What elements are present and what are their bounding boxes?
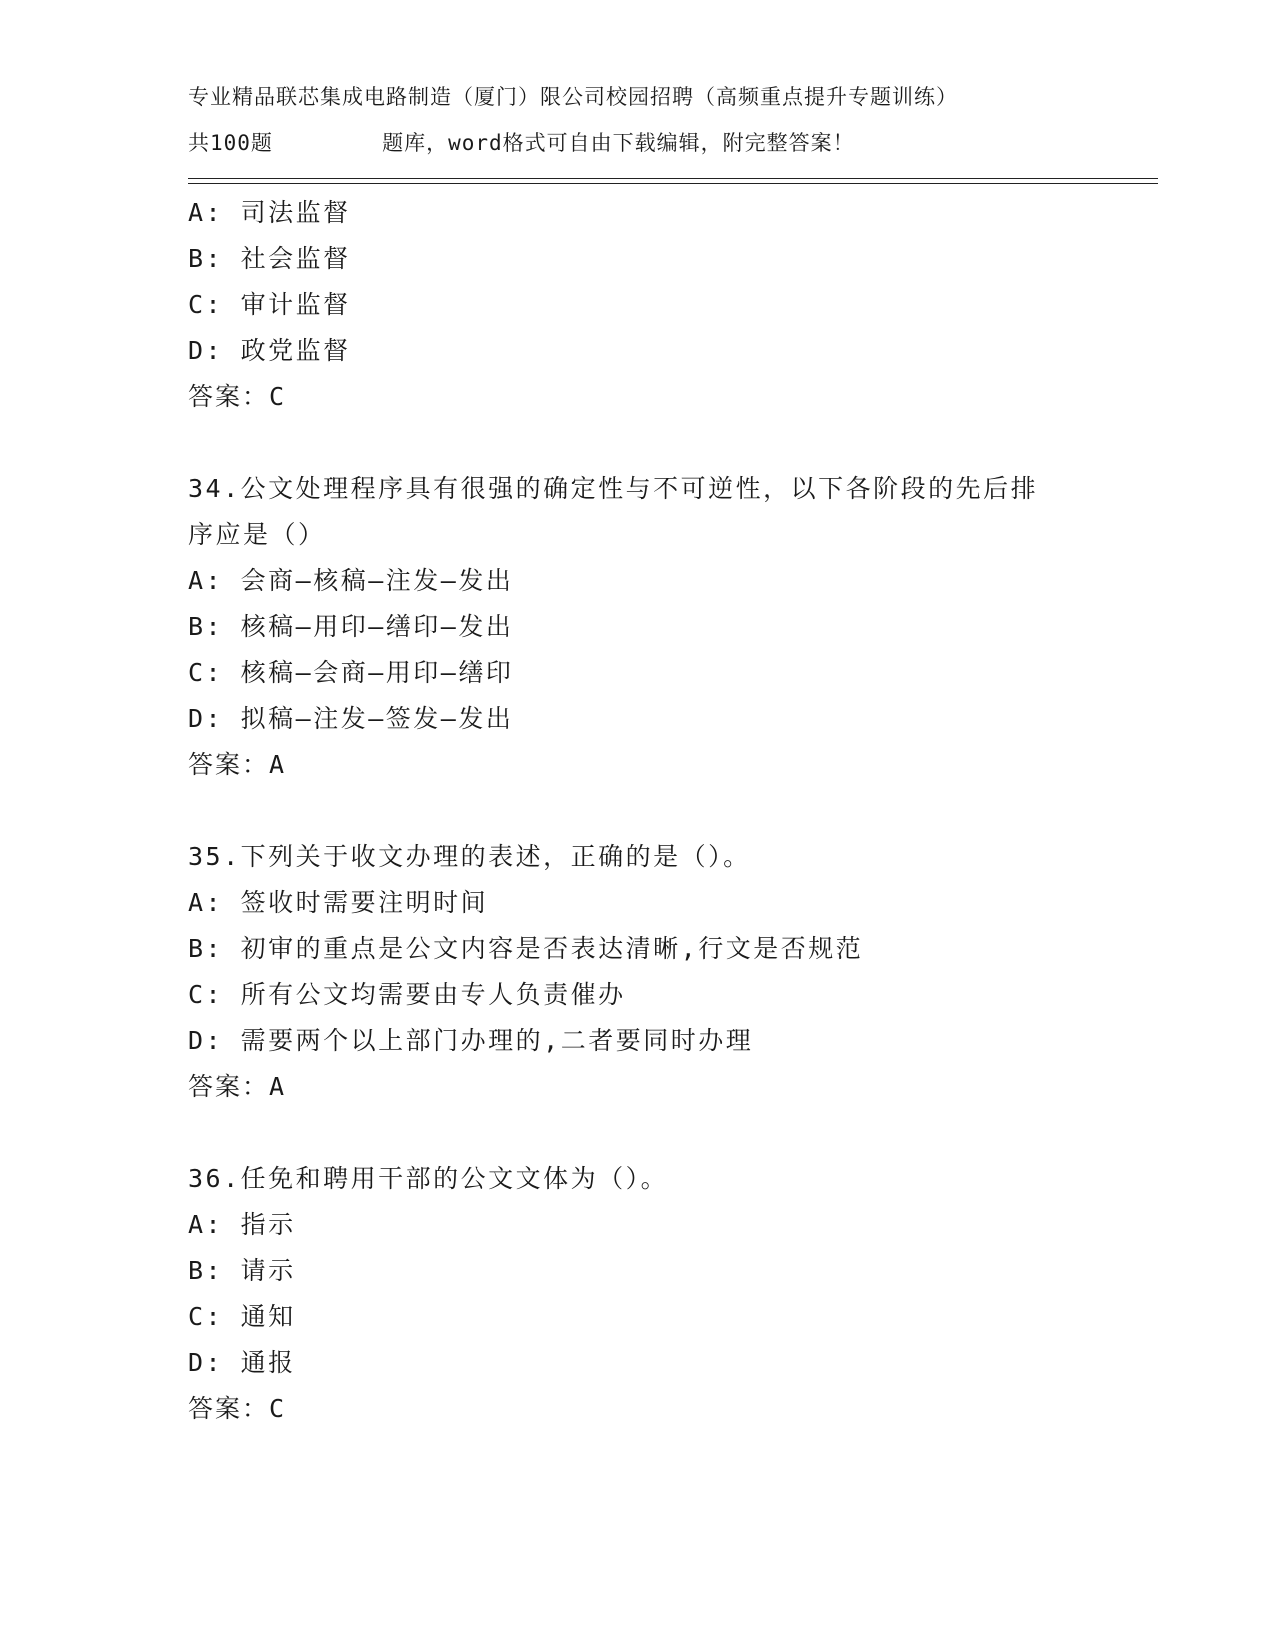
- option-text: 核稿—用印—缮印—发出: [240, 612, 514, 641]
- option-letter: C:: [188, 980, 224, 1009]
- answer-line: 答案：C: [188, 382, 287, 411]
- option-letter: B:: [188, 1256, 224, 1285]
- option-b: [188, 604, 1148, 650]
- option-letter: B:: [188, 612, 224, 641]
- option-text: 所有公文均需要由专人负责催办: [240, 980, 626, 1009]
- option-text: 会商—核稿—注发—发出: [240, 566, 514, 595]
- spacer: [188, 788, 1148, 834]
- option-text: 通知: [240, 1302, 296, 1331]
- option-text: 初审的重点是公文内容是否表达清晰,行文是否规范: [240, 934, 864, 963]
- option-a: [188, 880, 1148, 926]
- option-c: [188, 282, 1148, 328]
- option-letter: A:: [188, 566, 224, 595]
- question-block-continued: [188, 190, 1148, 420]
- question-block-36: [188, 1156, 1148, 1432]
- option-a: [188, 1202, 1148, 1248]
- question-text-line-1: 35.下列关于收文办理的表述，正确的是（）。: [188, 842, 751, 871]
- spacer: [188, 1110, 1148, 1156]
- option-a: [188, 558, 1148, 604]
- option-letter: A:: [188, 198, 224, 227]
- answer-line: 答案：C: [188, 1394, 287, 1423]
- option-text: 政党监督: [240, 336, 351, 365]
- header-rule-top: [188, 178, 1158, 179]
- option-d: [188, 1018, 1148, 1064]
- question-list: [188, 190, 1148, 1432]
- option-letter: D:: [188, 1026, 224, 1055]
- option-text: 拟稿—注发—签发—发出: [240, 704, 514, 733]
- option-text: 需要两个以上部门办理的,二者要同时办理: [240, 1026, 754, 1055]
- option-text: 通报: [240, 1348, 296, 1377]
- option-letter: D:: [188, 1348, 224, 1377]
- option-letter: A:: [188, 1210, 224, 1239]
- option-text: 请示: [240, 1256, 296, 1285]
- option-d: [188, 328, 1148, 374]
- option-d: [188, 1340, 1148, 1386]
- header-title-line-2: 共100题 题库，word格式可自由下载编辑，附完整答案！: [188, 131, 855, 155]
- question-text-line-1: 34.公文处理程序具有很强的确定性与不可逆性，以下各阶段的先后排: [188, 474, 1039, 503]
- option-c: [188, 972, 1148, 1018]
- answer-line: 答案：A: [188, 750, 287, 779]
- option-text: 核稿—会商—用印—缮印: [240, 658, 514, 687]
- option-letter: C:: [188, 658, 224, 687]
- header-title-line-1: 专业精品联芯集成电路制造（厦门）限公司校园招聘（高频重点提升专题训练）: [188, 85, 958, 109]
- option-b: [188, 1248, 1148, 1294]
- header-rule-bottom: [188, 183, 1158, 184]
- option-letter: B:: [188, 244, 224, 273]
- option-letter: B:: [188, 934, 224, 963]
- option-c: [188, 650, 1148, 696]
- answer-line: 答案：A: [188, 1072, 287, 1101]
- option-c: [188, 1294, 1148, 1340]
- option-a: [188, 190, 1148, 236]
- question-text-line-2: 序应是（）: [188, 520, 326, 549]
- option-text: 社会监督: [240, 244, 351, 273]
- option-letter: D:: [188, 336, 224, 365]
- option-letter: D:: [188, 704, 224, 733]
- option-letter: A:: [188, 888, 224, 917]
- option-letter: C:: [188, 290, 224, 319]
- option-d: [188, 696, 1148, 742]
- question-block-34: [188, 466, 1148, 788]
- option-b: [188, 926, 1148, 972]
- option-text: 审计监督: [240, 290, 351, 319]
- option-text: 指示: [240, 1210, 296, 1239]
- option-b: [188, 236, 1148, 282]
- document-header: [188, 74, 1168, 166]
- option-text: 司法监督: [240, 198, 351, 227]
- spacer: [188, 420, 1148, 466]
- question-block-35: [188, 834, 1148, 1110]
- option-text: 签收时需要注明时间: [240, 888, 489, 917]
- question-text-line-1: 36.任免和聘用干部的公文文体为（）。: [188, 1164, 669, 1193]
- option-letter: C:: [188, 1302, 224, 1331]
